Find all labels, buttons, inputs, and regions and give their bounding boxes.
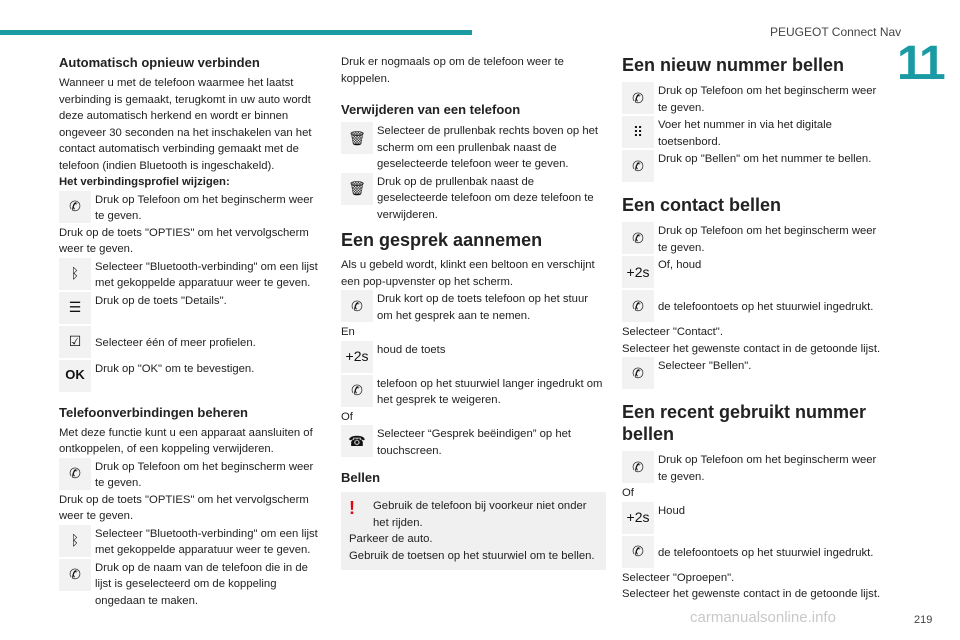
step-row bbox=[59, 191, 324, 225]
step-text: houd de toets bbox=[377, 343, 446, 356]
step-row bbox=[341, 173, 606, 224]
step-text: Selecteer "Oproepen". bbox=[622, 571, 735, 584]
column-1 bbox=[59, 54, 324, 609]
step-text: Druk kort op de toets telefoon op het stuur om het gesprek aan te nemen. bbox=[377, 293, 589, 322]
connector-text: En bbox=[341, 326, 355, 338]
header-accent-bar bbox=[0, 30, 472, 35]
step-row bbox=[59, 458, 324, 492]
phone-icon: ✆ bbox=[59, 191, 91, 223]
paragraph-answer: Als u gebeld wordt, klinkt een beltoon en verschijnt een pop-upvenster op het scherm. bbox=[341, 259, 595, 288]
step-text: Selecteer het gewenste contact in de getoonde lijst. bbox=[622, 588, 881, 600]
phone-icon: ✆ bbox=[622, 150, 654, 182]
step-text: Druk op de naam van de telefoon die in de lijst is geselecteerd om de koppeling ongedaan te maken. bbox=[95, 561, 308, 607]
keypad-icon: ⠿ bbox=[622, 116, 654, 148]
profile-subheading: Het verbindingsprofiel wijzigen: bbox=[59, 176, 230, 188]
warning-notice bbox=[341, 492, 606, 570]
heading-reconnect: Automatisch opnieuw verbinden bbox=[59, 55, 260, 70]
paragraph-manage: Met deze functie kunt u een apparaat aansluiten of ontkoppelen, of een koppeling verwijderen. bbox=[59, 426, 313, 455]
step-text: Selecteer "Bluetooth-verbinding" om een lijst met gekoppelde apparatuur weer te geven. bbox=[95, 260, 318, 289]
phone-icon: ✆ bbox=[622, 357, 654, 389]
brand-title: PEUGEOT Connect Nav bbox=[770, 25, 902, 39]
phone-icon: ✆ bbox=[59, 559, 91, 591]
step-text: Houd bbox=[658, 504, 686, 517]
phone-icon: ✆ bbox=[59, 458, 91, 490]
step-text: Druk op "Bellen" om het nummer te bellen. bbox=[658, 153, 872, 165]
paragraph-reconnect: Wanneer u met de telefoon waarmee het laatst verbinding is gemaakt, terugkomt in uw auto wordt deze automatisch herkend en wordt er binnen ongeveer 30 seconden na het inschakelen van het contact automatisch verbinding gemaakt met de telefoon (indien Bluetooth is ingeschakeld). bbox=[59, 77, 312, 172]
step-text: Selecteer “Gesprek beëindigen” op het touchscreen. bbox=[377, 428, 572, 457]
heading-calling: Bellen bbox=[341, 470, 381, 485]
hold-2s-icon: +2s bbox=[341, 341, 373, 373]
step-text: Druk op Telefoon om het beginscherm weer te geven. bbox=[658, 85, 877, 114]
connector-text: Of bbox=[622, 487, 634, 499]
step-text: Druk op de toets "OPTIES" om het vervolgscherm weer te geven. bbox=[59, 226, 309, 255]
step-row bbox=[341, 341, 606, 375]
step-row bbox=[622, 357, 887, 391]
step-row bbox=[341, 425, 606, 459]
phone-icon: ✆ bbox=[341, 290, 373, 322]
hold-2s-icon: +2s bbox=[622, 502, 654, 534]
phone-icon: ✆ bbox=[622, 222, 654, 254]
step-text: Selecteer "Bellen". bbox=[658, 360, 752, 372]
heading-call-contact: Een contact bellen bbox=[622, 195, 782, 215]
step-text: de telefoontoets op het stuurwiel ingedrukt. bbox=[658, 301, 874, 313]
phone-icon: ✆ bbox=[622, 536, 654, 568]
step-text: de telefoontoets op het stuurwiel ingedrukt. bbox=[658, 546, 874, 559]
watermark: carmanualsonline.info bbox=[690, 609, 836, 626]
paragraph-again: Druk er nogmaals op om de telefoon weer te koppelen. bbox=[341, 56, 564, 85]
step-row bbox=[341, 122, 606, 173]
ok-button-icon: OK bbox=[59, 360, 91, 392]
phone-icon: ✆ bbox=[622, 82, 654, 114]
step-text: Voer het nummer in via het digitale toetsenbord. bbox=[658, 119, 832, 148]
notice-text: Gebruik de telefoon bij voorkeur niet onder het rijden. bbox=[373, 500, 587, 529]
step-row bbox=[59, 258, 324, 292]
phone-icon: ✆ bbox=[622, 290, 654, 322]
step-row bbox=[341, 375, 606, 409]
step-row bbox=[341, 290, 606, 324]
step-text: Druk op Telefoon om het beginscherm weer te geven. bbox=[95, 193, 314, 222]
step-text: Druk op Telefoon om het beginscherm weer te geven. bbox=[95, 460, 314, 489]
heading-manage: Telefoonverbindingen beheren bbox=[59, 404, 249, 420]
notice-text: Parkeer de auto. bbox=[349, 533, 433, 545]
trash-icon: 🗑 bbox=[341, 122, 373, 154]
warning-icon: ! bbox=[349, 498, 355, 518]
checkbox-icon: ☑ bbox=[59, 326, 91, 358]
phone-icon: ✆ bbox=[341, 375, 373, 407]
notice-text: Gebruik de toetsen op het stuurwiel om te bellen. bbox=[349, 549, 595, 562]
step-row bbox=[622, 451, 887, 485]
step-row bbox=[59, 360, 324, 394]
step-row bbox=[59, 326, 324, 360]
step-text: Druk op "OK" om te bevestigen. bbox=[95, 362, 255, 375]
step-text: Druk op de toets "Details". bbox=[95, 294, 227, 307]
hold-2s-icon: +2s bbox=[622, 256, 654, 288]
step-text: Selecteer één of meer profielen. bbox=[95, 336, 256, 349]
step-text: Druk op de toets "OPTIES" om het vervolgscherm weer te geven. bbox=[59, 493, 309, 522]
column-3 bbox=[622, 54, 887, 603]
trash-icon: 🗑 bbox=[341, 173, 373, 205]
step-row bbox=[622, 536, 887, 570]
phone-icon: ✆ bbox=[622, 451, 654, 483]
step-text: Selecteer de prullenbak rechts boven op het scherm om een prullenbak naast de geselecteerde telefoon weer te geven. bbox=[377, 125, 599, 170]
page-number: 219 bbox=[914, 614, 933, 626]
step-row bbox=[59, 559, 324, 610]
step-row bbox=[59, 292, 324, 326]
heading-recent-number: Een recent gebruikt nummer bellen bbox=[622, 402, 867, 444]
step-row bbox=[622, 290, 887, 324]
hang-up-icon: ☎ bbox=[341, 425, 373, 457]
step-text: telefoon op het stuurwiel langer ingedrukt om het gesprek te weigeren. bbox=[377, 377, 603, 406]
chapter-number: 11 bbox=[897, 37, 944, 90]
step-row bbox=[622, 82, 887, 116]
step-row bbox=[622, 256, 887, 290]
heading-new-number: Een nieuw nummer bellen bbox=[622, 55, 845, 75]
user-details-icon: ☰ bbox=[59, 292, 91, 324]
step-text: Druk op Telefoon om het beginscherm weer te geven. bbox=[658, 454, 877, 483]
heading-delete: Verwijderen van een telefoon bbox=[341, 102, 521, 117]
step-row bbox=[622, 502, 887, 536]
step-text: Of, houd bbox=[658, 259, 702, 271]
step-row bbox=[59, 525, 324, 559]
step-text: Selecteer "Contact". bbox=[622, 326, 723, 338]
step-row bbox=[622, 222, 887, 256]
heading-answer: Een gesprek aannemen bbox=[341, 230, 543, 250]
step-row bbox=[622, 116, 887, 150]
step-row bbox=[622, 150, 887, 184]
connector-text: Of bbox=[341, 410, 353, 423]
step-text: Druk op Telefoon om het beginscherm weer te geven. bbox=[658, 225, 877, 254]
column-2 bbox=[341, 54, 606, 570]
bluetooth-icon: ᛒ bbox=[59, 525, 91, 557]
step-text: Druk op de prullenbak naast de geselecteerde telefoon om deze telefoon te verwijderen. bbox=[377, 175, 594, 221]
bluetooth-icon: ᛒ bbox=[59, 258, 91, 290]
step-text: Selecteer "Bluetooth-verbinding" om een lijst met gekoppelde apparatuur weer te geven. bbox=[95, 527, 318, 556]
step-text: Selecteer het gewenste contact in de getoonde lijst. bbox=[622, 342, 881, 355]
